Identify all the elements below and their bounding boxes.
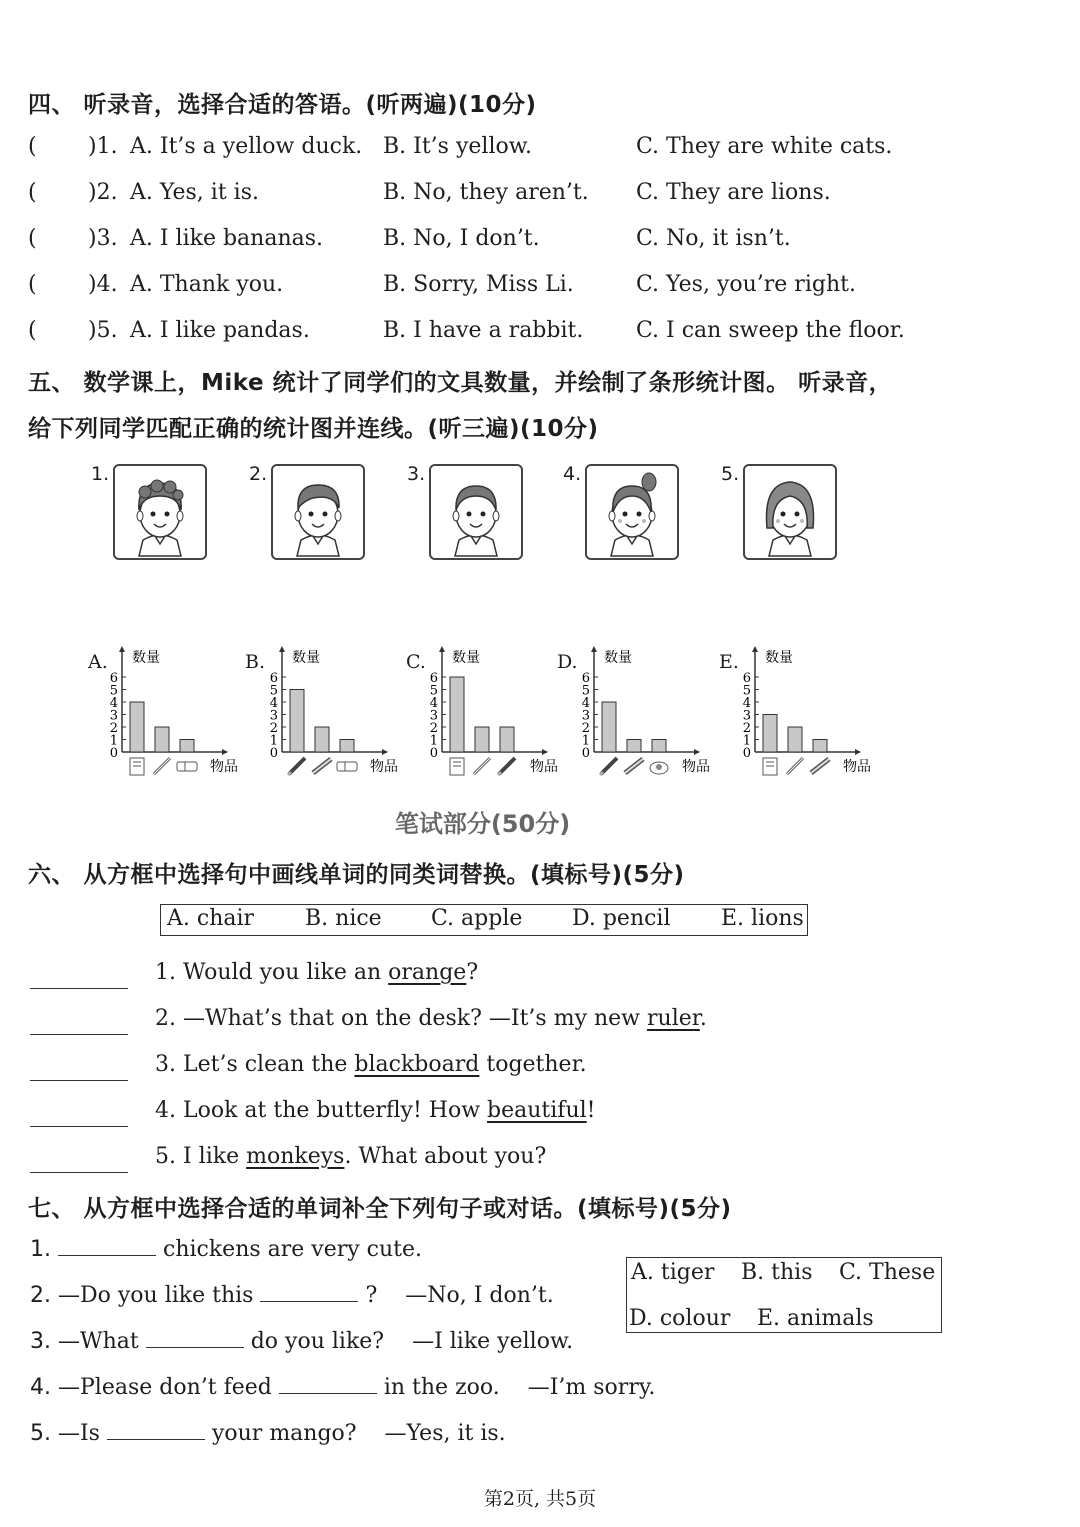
option-c: C. They are lions. [636, 180, 831, 205]
question-text: —Do you like this [51, 1283, 261, 1308]
section6-option: B. nice [305, 906, 382, 931]
option-b: B. No, I don’t. [383, 226, 540, 251]
face-number: 5. [721, 463, 740, 485]
bar [813, 740, 827, 753]
question-text [51, 1237, 58, 1262]
y-tick-label: 5 [742, 683, 751, 699]
underlined-word: beautiful [487, 1098, 587, 1123]
pencil-sharpener-icon [650, 762, 668, 774]
answer-blank[interactable] [30, 1034, 128, 1035]
section6-option: D. pencil [572, 906, 671, 931]
y-tick-label: 2 [109, 721, 118, 736]
section6-option: C. apple [431, 906, 523, 931]
y-tick-label: 2 [269, 721, 278, 736]
y-tick-label: 2 [429, 721, 438, 736]
x-axis-arrow [222, 749, 228, 755]
y-tick-label: 0 [429, 746, 438, 761]
answer-blank[interactable] [107, 1421, 205, 1440]
face-number: 3. [407, 463, 426, 485]
x-axis-label: 物品 [843, 759, 871, 775]
page-footer: 第2页, 共5页 [483, 1488, 597, 1510]
question-text: chickens are very cute. [156, 1237, 423, 1262]
answer-blank[interactable] [279, 1375, 377, 1394]
question-text: 3. Let’s clean the [155, 1052, 355, 1077]
question-text: 2. —What’s that on the desk? —It’s my new [155, 1006, 648, 1031]
bar [155, 727, 169, 752]
bar [180, 740, 194, 753]
section6-question [155, 1144, 546, 1169]
y-tick-label: 5 [109, 683, 118, 699]
y-axis-arrow [119, 646, 125, 652]
question-text: . What about you? [344, 1144, 547, 1169]
answer-blank[interactable] [30, 1080, 128, 1081]
option-a: A. I like bananas. [130, 226, 324, 251]
answer-blank[interactable] [146, 1329, 244, 1348]
y-tick-label: 3 [742, 708, 751, 724]
section7-question [30, 1237, 422, 1262]
bar [763, 715, 777, 753]
face-number: 4. [563, 463, 582, 485]
y-tick-label: 6 [581, 671, 590, 686]
y-tick-label: 4 [581, 696, 590, 711]
question-number: 5. [30, 1421, 51, 1446]
ruler-icon [313, 759, 331, 773]
bar-chart [428, 642, 578, 782]
section6-option: E. lions [721, 906, 804, 931]
y-tick-label: 4 [429, 696, 438, 711]
answer-blank[interactable] [260, 1283, 358, 1302]
section6-question [155, 1006, 707, 1031]
section5-title-line1: 五、 数学课上，Mike 统计了同学们的文具数量，并绘制了条形统计图。 听录音， [28, 370, 893, 396]
section5-title-line2: 给下列同学匹配正确的统计图并连线。(听三遍)(10分) [28, 416, 599, 442]
x-axis-label: 物品 [370, 759, 398, 775]
bar [602, 702, 616, 752]
option-b: B. No, they aren’t. [383, 180, 589, 205]
y-tick-label: 0 [269, 746, 278, 761]
option-b: B. Sorry, Miss Li. [383, 272, 574, 297]
section6-question [155, 1098, 596, 1123]
y-tick-label: 0 [109, 746, 118, 761]
bar [290, 690, 304, 753]
option-c: C. Yes, you’re right. [636, 272, 856, 297]
question-number: 4. [30, 1375, 51, 1400]
section6-option: A. chair [167, 906, 255, 931]
y-tick-label: 1 [269, 733, 278, 749]
option-b: B. I have a rabbit. [383, 318, 584, 343]
y-tick-label: 5 [581, 683, 590, 699]
answer-blank[interactable] [30, 988, 128, 989]
x-axis-arrow [382, 749, 388, 755]
underlined-word: orange [388, 960, 467, 985]
question-text: do you like? —I like yellow. [243, 1329, 574, 1354]
bar [130, 702, 144, 752]
y-axis-arrow [752, 646, 758, 652]
question-number: )3. [88, 226, 118, 251]
option-c: C. No, it isn’t. [636, 226, 791, 251]
question-number: 1. [30, 1237, 51, 1262]
question-number: )4. [88, 272, 118, 297]
y-tick-label: 1 [742, 733, 751, 749]
x-axis-arrow [694, 749, 700, 755]
x-axis-label: 物品 [530, 759, 558, 775]
y-axis-label: 数量 [604, 650, 632, 666]
answer-bracket[interactable]: ( [28, 134, 37, 159]
y-axis-arrow [439, 646, 445, 652]
bar [450, 677, 464, 752]
section7-title: 七、 从方框中选择合适的单词补全下列句子或对话。(填标号)(5分) [28, 1196, 732, 1222]
underlined-word: blackboard [354, 1052, 480, 1077]
section7-option: B. this [741, 1260, 813, 1285]
question-number: 3. [30, 1329, 51, 1354]
notebook-icon [763, 758, 777, 775]
section6-question [155, 1052, 587, 1077]
y-tick-label: 0 [581, 746, 590, 761]
eraser-icon [337, 762, 357, 771]
answer-bracket[interactable]: ( [28, 180, 37, 205]
y-tick-label: 3 [109, 708, 118, 724]
question-text: 5. I like [155, 1144, 247, 1169]
pen-icon [474, 758, 490, 774]
bar [627, 740, 641, 753]
bar-chart [268, 642, 418, 782]
option-b: B. It’s yellow. [383, 134, 532, 159]
section6-question [155, 960, 478, 985]
option-a: A. It’s a yellow duck. [130, 134, 363, 159]
section7-question [30, 1421, 506, 1446]
answer-bracket[interactable]: ( [28, 226, 37, 251]
option-a: A. Thank you. [130, 272, 284, 297]
ruler-icon [811, 759, 829, 773]
y-tick-label: 6 [269, 671, 278, 686]
pencil-icon [498, 758, 515, 775]
question-text: ? —No, I don’t. [358, 1283, 554, 1308]
notebook-icon [130, 758, 144, 775]
option-c: C. I can sweep the floor. [636, 318, 905, 343]
underlined-word: monkeys [246, 1144, 345, 1169]
chart-option-letter: E. [719, 651, 739, 673]
question-text: 1. Would you like an [155, 960, 389, 985]
underlined-word: ruler [647, 1006, 700, 1031]
question-text: —What [51, 1329, 146, 1354]
question-text: ? [466, 960, 479, 985]
written-section-title: 笔试部分(50分) [394, 810, 571, 838]
section7-question [30, 1329, 573, 1354]
y-tick-label: 3 [581, 708, 590, 724]
y-tick-label: 6 [109, 671, 118, 686]
y-axis-label: 数量 [292, 650, 320, 666]
chart-option-letter: A. [88, 651, 108, 673]
face-number: 1. [91, 463, 110, 485]
y-tick-label: 5 [269, 683, 278, 699]
y-tick-label: 3 [269, 708, 278, 724]
pencil-icon [600, 758, 617, 775]
bar [500, 727, 514, 752]
y-tick-label: 6 [742, 671, 751, 686]
section7-word-box [626, 1257, 942, 1333]
section6-title: 六、 从方框中选择句中画线单词的同类词替换。(填标号)(5分) [28, 862, 685, 888]
question-number: )2. [88, 180, 118, 205]
bar-chart [580, 642, 730, 782]
y-tick-label: 1 [429, 733, 438, 749]
pencil-icon [288, 758, 305, 775]
y-tick-label: 3 [429, 708, 438, 724]
eraser-icon [177, 762, 197, 771]
y-tick-label: 4 [742, 696, 751, 711]
pen-icon [787, 758, 803, 774]
boy-side-part-icon[interactable] [271, 464, 365, 560]
question-number: )1. [88, 134, 118, 159]
girl-ponytail-icon[interactable] [585, 464, 679, 560]
boy-curly-hair-icon[interactable] [113, 464, 207, 560]
bar [788, 727, 802, 752]
section7-option: D. colour [629, 1306, 731, 1331]
notebook-icon [450, 758, 464, 775]
section6-word-box [160, 904, 808, 936]
question-text: ! [586, 1098, 596, 1123]
x-axis-label: 物品 [682, 759, 710, 775]
section4-title: 四、 听录音，选择合适的答语。(听两遍)(10分) [28, 92, 537, 118]
chart-option-letter: D. [557, 651, 578, 673]
y-tick-label: 2 [581, 721, 590, 736]
bar [340, 740, 354, 753]
bar-chart [741, 642, 891, 782]
y-tick-label: 1 [109, 733, 118, 749]
answer-bracket[interactable]: ( [28, 272, 37, 297]
y-tick-label: 6 [429, 671, 438, 686]
section7-question [30, 1283, 554, 1308]
section7-option: A. tiger [631, 1260, 715, 1285]
boy-short-hair-icon[interactable] [429, 464, 523, 560]
face-number: 2. [249, 463, 268, 485]
y-tick-label: 4 [109, 696, 118, 711]
section7-option: E. animals [757, 1306, 874, 1331]
section7-question [30, 1375, 655, 1400]
y-axis-label: 数量 [132, 650, 160, 666]
ruler-icon [625, 759, 643, 773]
question-text: . [699, 1006, 707, 1031]
chart-option-letter: B. [245, 651, 266, 673]
question-number: )5. [88, 318, 118, 343]
y-tick-label: 1 [581, 733, 590, 749]
section7-option: C. These [839, 1260, 936, 1285]
y-axis-arrow [591, 646, 597, 652]
y-axis-label: 数量 [765, 650, 793, 666]
option-a: A. I like pandas. [130, 318, 310, 343]
y-axis-label: 数量 [452, 650, 480, 666]
x-axis-arrow [855, 749, 861, 755]
option-a: A. Yes, it is. [130, 180, 259, 205]
answer-blank[interactable] [30, 1172, 128, 1173]
option-c: C. They are white cats. [636, 134, 893, 159]
pen-icon [154, 758, 170, 774]
y-tick-label: 2 [742, 721, 751, 736]
y-tick-label: 4 [269, 696, 278, 711]
bar [475, 727, 489, 752]
question-text: —Please don’t feed [51, 1375, 279, 1400]
answer-blank[interactable] [30, 1126, 128, 1127]
question-number: 2. [30, 1283, 51, 1308]
bar-chart [108, 642, 258, 782]
y-tick-label: 0 [742, 746, 751, 761]
x-axis-arrow [542, 749, 548, 755]
answer-bracket[interactable]: ( [28, 318, 37, 343]
chart-option-letter: C. [406, 651, 426, 673]
question-text: in the zoo. —I’m sorry. [376, 1375, 656, 1400]
y-tick-label: 5 [429, 683, 438, 699]
girl-bob-hair-icon[interactable] [743, 464, 837, 560]
x-axis-label: 物品 [210, 759, 238, 775]
question-text: your mango? —Yes, it is. [204, 1421, 506, 1446]
question-text: —Is [51, 1421, 107, 1446]
question-text: 4. Look at the butterfly! How [155, 1098, 488, 1123]
answer-blank[interactable] [58, 1237, 156, 1256]
bar [652, 740, 666, 753]
question-text: together. [479, 1052, 587, 1077]
y-axis-arrow [279, 646, 285, 652]
bar [315, 727, 329, 752]
